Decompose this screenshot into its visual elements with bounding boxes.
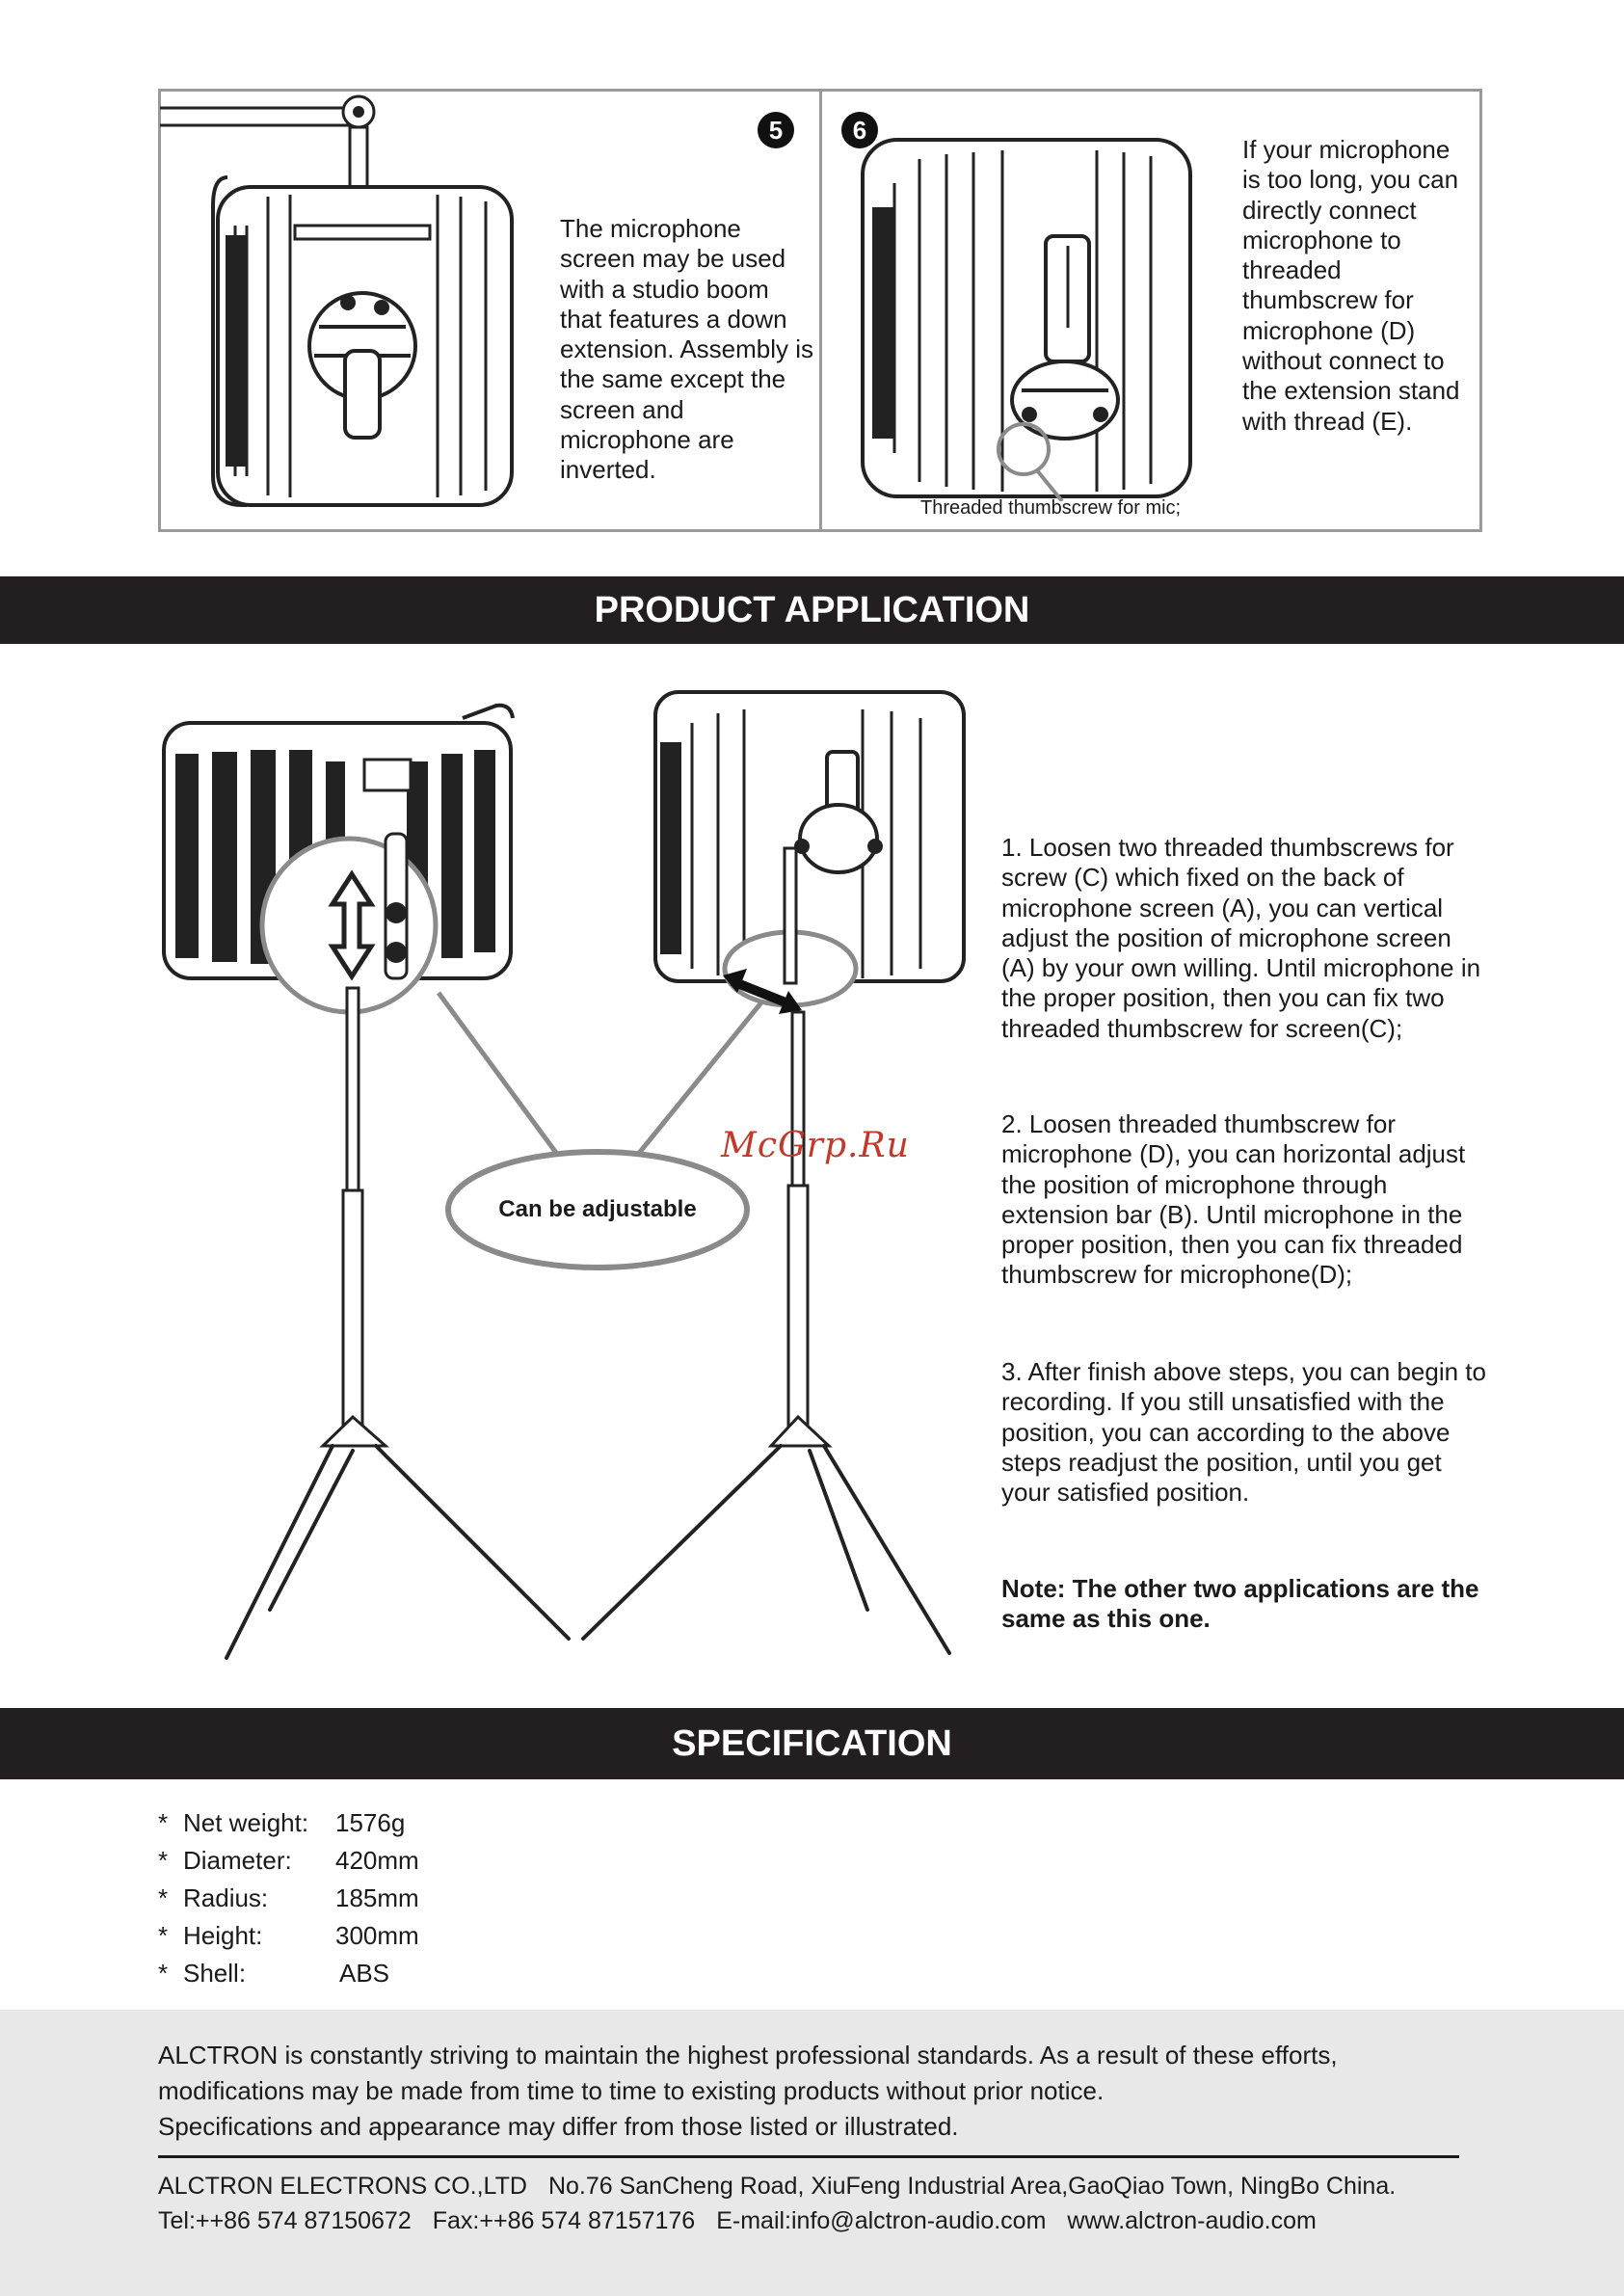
spec-label: Shell: <box>183 1959 247 1988</box>
company-email[interactable]: E-mail:info@alctron-audio.com <box>716 2207 1047 2234</box>
footer-disclaimer <box>158 2038 1488 2145</box>
company-tel: Tel:++86 574 87150672 <box>158 2207 412 2234</box>
application-illustration <box>154 675 973 1672</box>
spec-diameter <box>158 1842 419 1880</box>
spec-label: Diameter: <box>183 1846 292 1875</box>
spec-value: ABS <box>339 1959 390 1988</box>
spec-label: Net weight: <box>183 1808 309 1837</box>
spec-list <box>158 1804 419 1992</box>
spec-value: 185mm <box>335 1883 419 1912</box>
spec-shell <box>158 1955 419 1992</box>
spec-radius <box>158 1880 419 1917</box>
application-step-3: 3. After finish above steps, you can begin to recording. If you still unsatisfied with the position, you can according to the above steps readjust the position, until you get your satisfied position. <box>1001 1357 1486 1508</box>
application-note: Note: The other two applications are the same as this one. <box>1001 1574 1479 1634</box>
step5-illustration <box>160 91 574 530</box>
adjustable-label: Can be adjustable <box>498 1196 697 1222</box>
spec-bullet: * <box>158 1846 169 1875</box>
spec-label: Height: <box>183 1921 263 1950</box>
company-contact-line <box>158 2203 1338 2238</box>
spec-value: 1576g <box>335 1808 406 1837</box>
spec-bullet: * <box>158 1921 169 1950</box>
company-website[interactable]: www.alctron-audio.com <box>1067 2207 1317 2234</box>
company-fax: Fax:++86 574 87157176 <box>432 2207 696 2234</box>
disclaimer-line-2: modifications may be made from time to time to existing products without prior notice. <box>158 2076 1105 2105</box>
step6-text: If your microphone is too long, you can directly connect microphone to threaded thumbscrew for microphone (D) without connect to the extension stand with thread (E). <box>1242 135 1460 436</box>
spec-bullet: * <box>158 1959 169 1988</box>
company-address: No.76 SanCheng Road, XiuFeng Industrial Area,GaoQiao Town, NingBo China. <box>547 2173 1397 2200</box>
spec-value: 300mm <box>335 1921 419 1950</box>
spec-height <box>158 1917 419 1955</box>
step6-illustration <box>858 125 1205 501</box>
step5-badge: 5 <box>758 112 794 148</box>
spec-bullet: * <box>158 1883 169 1912</box>
specification-heading: SPECIFICATION <box>0 1708 1624 1779</box>
steps-divider <box>819 89 822 532</box>
application-step-1: 1. Loosen two threaded thumbscrews for screw (C) which fixed on the back of microphone screen (A), you can vertical adjust the position of microphone screen (A) by your own willing. Until microphone in the proper position, then you can fix two threaded thumbscrew for screen(C); <box>1001 833 1481 1043</box>
application-step-2: 2. Loosen threaded thumbscrew for microphone (D), you can horizontal adjust the position of microphone through extension bar (B). Until microphone in the proper position, then you can fix threaded thumbscrew for microphone(D); <box>1001 1109 1466 1290</box>
disclaimer-line-3: Specifications and appearance may differ from those listed or illustrated. <box>158 2112 959 2141</box>
spec-bullet: * <box>158 1808 169 1837</box>
spec-value: 420mm <box>335 1846 419 1875</box>
footer-divider <box>158 2155 1459 2158</box>
disclaimer-line-1: ALCTRON is constantly striving to maintain the highest professional standards. As a result of these efforts, <box>158 2041 1338 2069</box>
spec-net-weight <box>158 1804 419 1842</box>
step6-badge: 6 <box>841 112 878 148</box>
watermark: McGrp.Ru <box>721 1126 910 1165</box>
spec-label: Radius: <box>183 1883 269 1912</box>
company-address-line <box>158 2169 1417 2203</box>
company-name: ALCTRON ELECTRONS CO.,LTD <box>158 2173 527 2200</box>
product-application-heading: PRODUCT APPLICATION <box>0 576 1624 644</box>
step6-callout: Threaded thumbscrew for mic; <box>920 497 1182 519</box>
step5-text: The microphone screen may be used with a studio boom that features a down extension. Assembly is the same except the screen and microphone are inverted. <box>560 214 814 485</box>
